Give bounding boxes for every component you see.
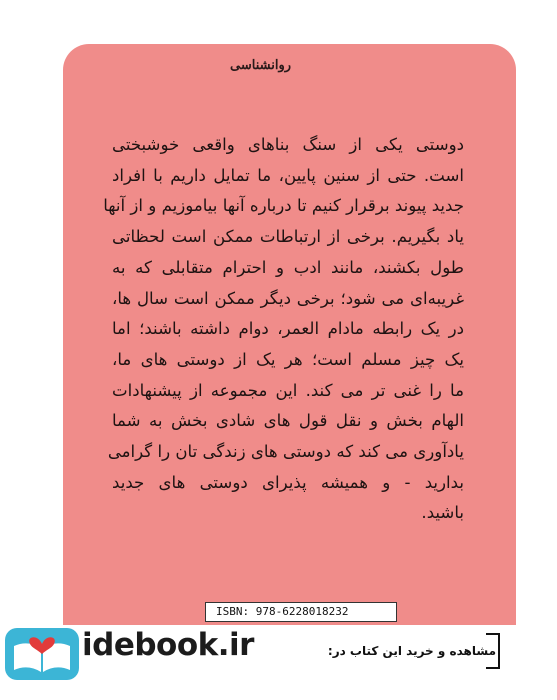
blurb-line: است. حتی از سنین پایین، ما تمایل داریم با افراد [112, 165, 464, 185]
blurb-line: ما را غنی تر می کند. این مجموعه از پیشنهادات [112, 380, 464, 400]
buy-link-label: مشاهده و خرید این کتاب در: [327, 644, 496, 658]
blurb-line: در یک رابطه مادام العمر، دوام داشته باشند؛ اما [112, 319, 464, 339]
publisher-brand: روانشناسی [230, 58, 291, 73]
blurb-line: بدارید - و همیشه پذیرای دوستی های جدید [112, 472, 464, 492]
blurb-text [103, 130, 464, 529]
blurb-line: غریبه‌ای می شود؛ برخی دیگر ممکن است سال ها، [112, 288, 464, 308]
open-book-heart-icon [4, 626, 80, 682]
blurb-line: یادآوری می کند که دوستی های زندگی تان را گرامی [107, 442, 464, 462]
blurb-line: جدید پیوند برقرار کنیم تا درباره آنها بیاموزیم و از آنها [103, 196, 464, 216]
blurb-line: یک چیز مسلم است؛ هر یک از دوستی های ما، [112, 349, 464, 369]
bracket-decoration [486, 633, 500, 669]
blurb-line: یاد بگیریم. برخی از ارتباطات ممکن است لحظاتی [112, 227, 464, 247]
blurb-line: دوستی یکی از سنگ بناهای واقعی خوشبختی [112, 135, 464, 154]
isbn-label: ISBN: 978-6228018232 [205, 602, 397, 622]
blurb-line: باشید. [421, 503, 464, 523]
blurb-line: الهام بخش و نقل قول های شادی بخش به شما [112, 411, 464, 431]
site-logo-text[interactable]: idebook.ir [82, 627, 254, 663]
footer-banner[interactable] [0, 625, 557, 700]
blurb-line: طول بکشند، مانند ادب و احترام متقابلی که به [112, 257, 464, 277]
